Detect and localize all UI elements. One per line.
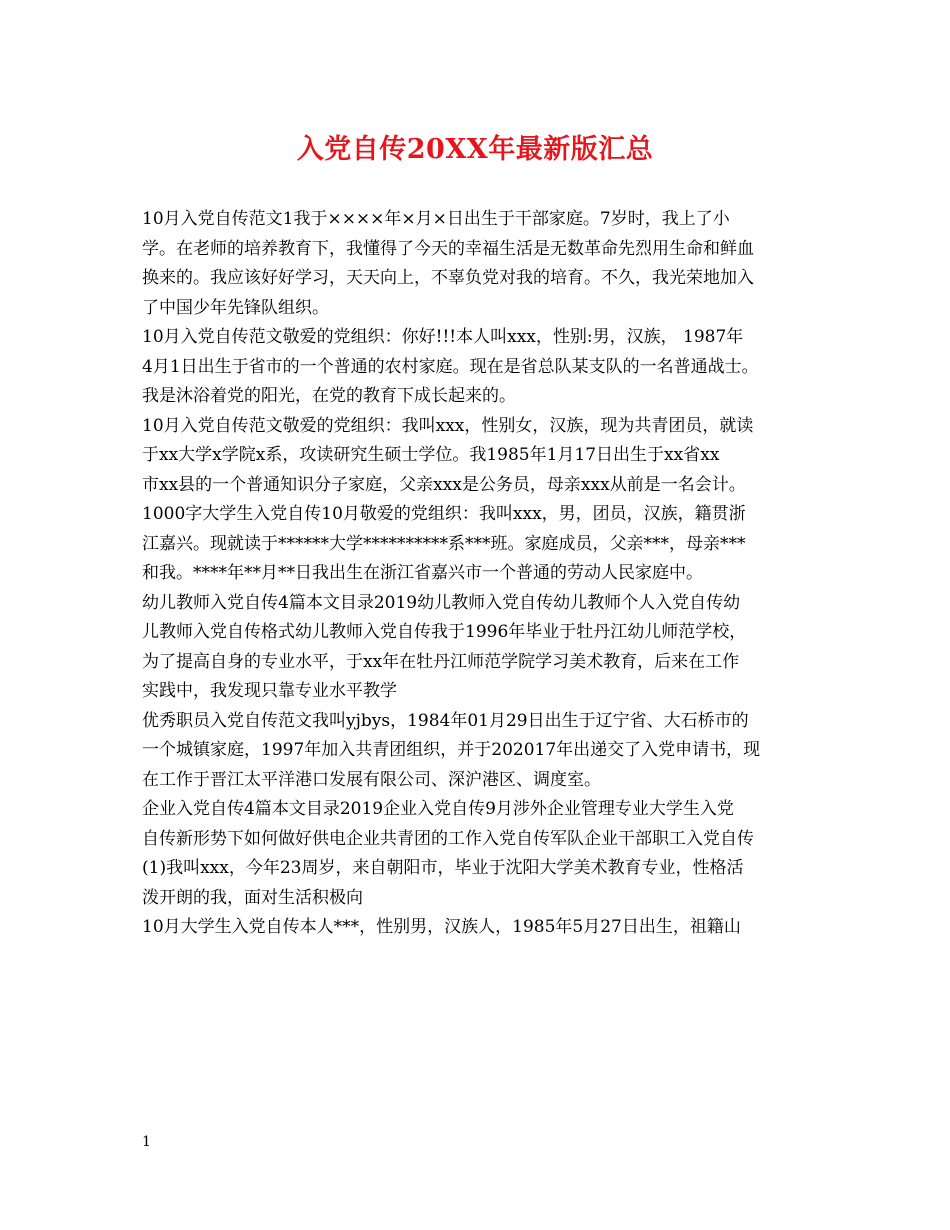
body-text-line: 10月入党自传范文敬爱的党组织：我叫xxx，性别女，汉族，现为共青团员，就读 [142,415,754,436]
body-text-line: 换来的。我应该好好学习，天天向上，不辜负党对我的培育。不久，我光荣地加入 [142,268,754,288]
body-text-line: 优秀职员入党自传范文我叫yjbys，1984年01月29日出生于辽宁省、大石桥市的 [142,710,749,731]
body-text-line: 市xx县的一个普通知识分子家庭，父亲xxx是公务员，母亲xxx从前是一名会计。 [142,474,746,495]
body-text-line: 泼开朗的我，面对生活积极向 [142,887,363,908]
body-text-line: 江嘉兴。现就读于******大学**********系***班。家庭成员，父亲***，母亲*** [142,533,746,554]
body-text-line: 儿教师入党自传格式幼儿教师入党自传我于1996年毕业于牡丹江幼儿师范学校， [142,622,747,642]
body-text-line: 10月大学生入党自传本人***，性别男，汉族人，1985年5月27日出生，祖籍山 [142,917,741,937]
body-text-line: 10月入党自传范文1我于××××年×月×日出生于干部家庭。7岁时，我上了小 [142,209,730,229]
document-body [142,205,826,943]
page-number: 1 [142,1134,151,1150]
body-text-line: 为了提高自身的专业水平，于xx年在牡丹江师范学院学习美术教育，后来在工作 [142,651,740,672]
body-text-line: (1)我叫xxx，今年23周岁，来自朝阳市，毕业于沈阳大学美术教育专业，性格活 [142,858,744,878]
body-text-line: 学。在老师的培养教育下，我懂得了今天的幸福生活是无数革命先烈用生命和鲜血 [142,238,754,259]
body-text-line: 企业入党自传4篇本文目录2019企业入党自传9月涉外企业管理专业大学生入党 [142,799,734,819]
body-text-line: 在工作于晋江太平洋港口发展有限公司、深沪港区、调度室。 [142,769,601,790]
document-title: 入党自传20XX年最新版汇总 [296,134,654,165]
body-text-line: 幼儿教师入党自传4篇本文目录2019幼儿教师入党自传幼儿教师个人入党自传幼 [142,592,741,613]
body-text-line: 自传新形势下如何做好供电企业共青团的工作入党自传军队企业干部职工入党自传 [142,828,754,849]
body-text-line: 和我。****年**月**日我出生在浙江省嘉兴市一个普通的劳动人民家庭中。 [142,563,703,583]
body-text-line: 了中国少年先锋队组织。 [142,297,329,318]
body-text-line: 1000字大学生入党自传10月敬爱的党组织：我叫xxx，男，团员，汉族，籍贯浙 [142,504,746,524]
body-text-line: 一个城镇家庭，1997年加入共青团组织，并于202017年出递交了入党申请书，现 [142,740,761,760]
body-text-line: 4月1日出生于省市的一个普通的农村家庭。现在是省总队某支队的一名普通战士。 [142,356,759,377]
body-text-line: 10月入党自传范文敬爱的党组织：你好!!!本人叫xxx，性别:男，汉族， 1987年 [142,327,744,347]
body-text-line: 于xx大学x学院x系，攻读研究生硕士学位。我1985年1月17日出生于xx省xx [142,445,720,465]
body-text-line: 实践中，我发现只靠专业水平教学 [142,681,397,701]
body-text-line: 我是沐浴着党的阳光，在党的教育下成长起来的。 [142,386,516,406]
